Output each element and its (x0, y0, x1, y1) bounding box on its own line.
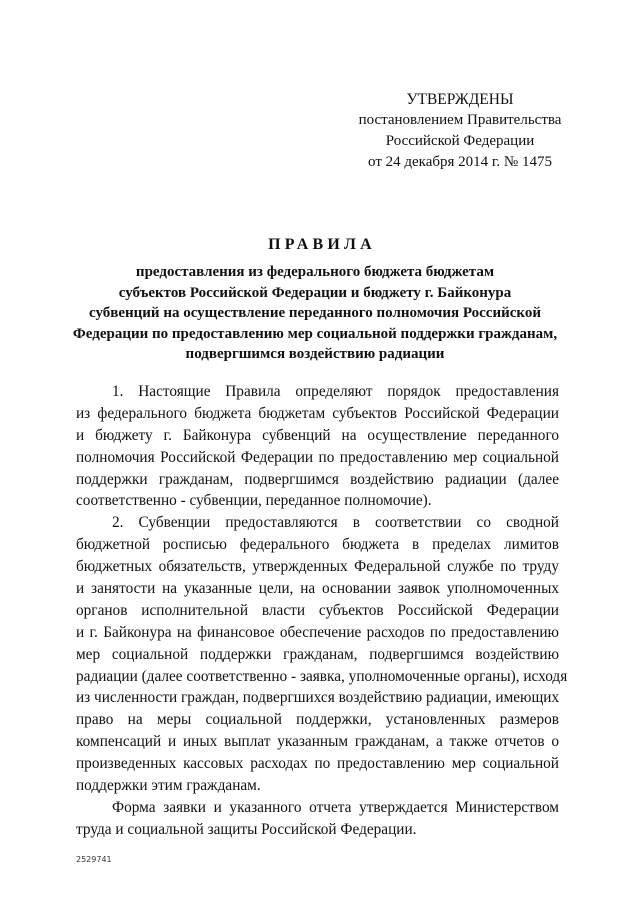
paragraph-line: 1. Настоящие Правила определяют порядок предоставления (112, 383, 559, 400)
paragraph-line: из численности граждан, подвергшихся воздействию радиации, имеющих (76, 689, 560, 707)
paragraph-line: Форма заявки и указанного отчета утверждается Министерством (112, 798, 559, 816)
paragraph-line: поддержки этим гражданам. (76, 777, 261, 795)
paragraph-line: компенсаций и иных выплат указанным гражданам, а также отчетов о (76, 733, 559, 751)
subtitle-line: предоставления из федерального бюджета бюджетам (135, 264, 495, 280)
paragraph-line: радиации (далее соответственно - заявка, уполномоченные органы), исходя (76, 667, 568, 685)
paragraph-line: и занятости на указанные цели, на основании заявок уполномоченных (76, 580, 559, 598)
subtitle-line: субъектов Российской Федерации и бюджету г. Байконура (118, 284, 512, 301)
paragraph-line: бюджетной росписью федерального бюджета в пределах лимитов (76, 536, 559, 554)
approval-line: постановлением Правительства (358, 112, 562, 128)
document-subtitle (60, 262, 570, 365)
subtitle-line: подвергшимся воздействию радиации (185, 346, 445, 362)
paragraph-line: органов исполнительной власти субъектов Российской Федерации (76, 601, 559, 619)
paragraph-line: право на меры социальной поддержки, установленных размеров (76, 711, 559, 729)
subtitle-line: Федерации по предоставлению мер социальной поддержки гражданам, (72, 325, 558, 342)
paragraph-line: полномочия Российской Федерации по предоставлению мер социальной (76, 448, 559, 466)
paragraph-line: и г. Байконура на финансовое обеспечение расходов по предоставлению (76, 623, 559, 641)
approval-heading: УТВЕРЖДЕНЫ (406, 91, 514, 108)
paragraph-line: произведенных кассовых расходах по предоставлению мер социальной (76, 755, 559, 773)
document-title: ПРАВИЛА (268, 236, 376, 253)
document-body (76, 381, 568, 841)
subtitle-line: субвенций на осуществление переданного полномочия Российской (88, 305, 541, 321)
paragraph-line: 2. Субвенции предоставляются в соответствии со сводной (112, 514, 559, 532)
approval-stamp (330, 89, 590, 173)
paragraph-line: соответственно - субвенции, переданное полномочие). (76, 492, 432, 510)
approval-line: Российской Федерации (385, 133, 535, 149)
paragraph-line: труда и социальной защиты Российской Федерации. (76, 820, 417, 838)
paragraph-line: из федерального бюджета бюджетам субъектов Российской Федерации (76, 404, 559, 422)
paragraph-line: и бюджету г. Байконура субвенций на осуществление переданного (76, 426, 559, 444)
paragraph-line: мер социальной поддержки гражданам, подвергшимся воздействию (76, 645, 559, 663)
document-number: 2529741 (76, 855, 112, 864)
paragraph-line: поддержки гражданам, подвергшимся воздействию радиации (далее (76, 470, 559, 488)
paragraph-line: бюджетных обязательств, утвержденных Федеральной службе по труду (76, 558, 559, 576)
approval-date-line: от 24 декабря 2014 г. № 1475 (368, 154, 552, 170)
